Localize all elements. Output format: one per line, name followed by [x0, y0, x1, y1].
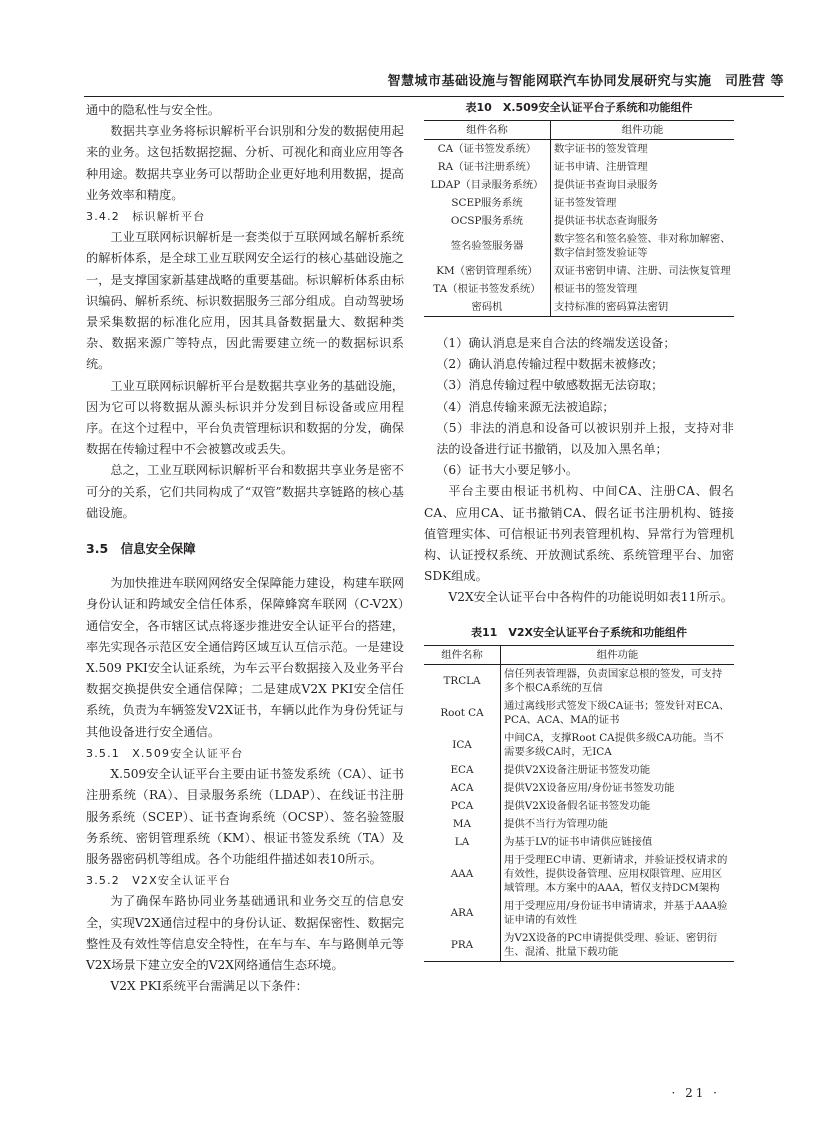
cell-name: OCSP服务系统	[424, 212, 551, 230]
cell-name: PRA	[424, 929, 501, 962]
table-row	[424, 194, 734, 212]
left-column	[86, 100, 404, 997]
cell-func: 为基于LV的证书申请供应链接值	[504, 835, 653, 848]
table-row	[424, 664, 734, 697]
list-item: （6）证书大小要足够小。	[436, 463, 579, 478]
cell-func: 信任列表管理器，负责国家总根的签发，可支持多个根CA系统的互信	[504, 667, 723, 694]
cell-func: 提供V2X设备假名证书签发功能	[504, 799, 651, 812]
section-heading: 3.5 信息安全保障	[86, 541, 196, 557]
cell-func: 用于受理EC申请、更新请求，并验证授权请求的有效性，提供设备管理、应用权限管理、应用区域管理。本方案中的AAA，暂仅支持DCM架构	[504, 853, 728, 894]
table-11	[424, 645, 734, 962]
cell-name: PCA	[424, 797, 501, 815]
paragraph: 总之，工业互联网标识解析平台和数据共享业务是密不可分的关系，它们共同构成了“双管”数据共享链路的核心基础设施。	[86, 463, 404, 520]
cell-name: 签名验签服务器	[424, 230, 551, 262]
cell-name: SCEP服务系统	[424, 194, 551, 212]
header-rule	[84, 96, 784, 97]
cell-name: ECA	[424, 761, 501, 779]
cell-func: 证书申请、注册管理	[554, 161, 648, 173]
cell-func: 中间CA，支撑Root CA提供多级CA功能。当不需要多级CA时，无ICA	[504, 731, 724, 758]
cell-func: 数字签名和签名验签、非对称加解密、数字信封签发验证等	[554, 233, 731, 259]
table-row	[424, 815, 734, 833]
cell-func: 提供证书查询目录服务	[554, 179, 658, 191]
condition-list	[424, 333, 734, 481]
cell-name: AAA	[424, 851, 501, 897]
cell-func: 支持标准的密码算法密钥	[551, 298, 735, 317]
column-header: 组件功能	[551, 121, 735, 140]
cell-func: 用于受理应用/身份证书申请请求，并基于AAA验证申请的有效性	[504, 899, 728, 926]
list-item: （3）消息传输过程中敏感数据无法窃取；	[436, 378, 664, 393]
table-row	[424, 262, 734, 280]
cell-name: LA	[424, 833, 501, 851]
paragraph: 数据共享业务将标识解析平台识别和分发的数据使用起来的业务。这包括数据挖掘、分析、可视化和商业应用等各种用途。数据共享业务可以帮助企业更好地利用数据，提高业务效率和精度。	[86, 124, 404, 202]
table-row	[424, 140, 734, 159]
cell-func: 提供V2X设备应用/身份证书签发功能	[504, 781, 675, 794]
cell-name: CA（证书签发系统）	[424, 140, 551, 159]
cell-name: RA（证书注册系统）	[424, 158, 551, 176]
cell-name: MA	[424, 815, 501, 833]
subsection-heading: 3.4.2 标识解析平台	[86, 210, 206, 224]
cell-name: LDAP（目录服务系统）	[424, 176, 551, 194]
column-header: 组件功能	[501, 645, 735, 664]
paragraph: V2X安全认证平台中各构件的功能说明如表11所示。	[448, 590, 733, 605]
paragraph: X.509安全认证平台主要由证书签发系统（CA）、证书注册系统（RA）、目录服务系统（LDAP）、在线证书注册服务系统（SCEP）、证书查询系统（OCSP）、签名验签服务系统、密钥管理系统（KM）、根证书签发系统（TA）及服务器密码机等组成。各个功能组件描述如表10所示。	[86, 767, 404, 866]
cell-name: ARA	[424, 897, 501, 929]
cell-func: 提供V2X设备注册证书签发功能	[504, 763, 651, 776]
list-item: （2）确认消息传输过程中数据未被修改；	[436, 357, 664, 372]
cell-func: 提供不当行为管理功能	[504, 817, 608, 830]
table-row	[424, 697, 734, 729]
cell-func: 数字证书的签发管理	[554, 143, 648, 155]
list-item: （1）确认消息是来自合法的终端发送设备；	[436, 336, 676, 350]
table-row	[424, 176, 734, 194]
table-row	[424, 833, 734, 851]
cell-name: TA（根证书签发系统）	[424, 280, 551, 298]
paragraph: 为了确保车路协同业务基础通讯和业务交互的信息安全，实现V2X通信过程中的身份认证、数据保密性、数据完整性及有效性等信息安全特性，在车与车、车与路侧单元等V2X场景下建立安全的V2X网络通信生态环境。	[86, 894, 404, 972]
cell-name: 密码机	[424, 298, 551, 317]
table-row	[424, 779, 734, 797]
table-row	[424, 797, 734, 815]
table-row	[424, 298, 734, 317]
table-row	[424, 212, 734, 230]
table-row	[424, 729, 734, 761]
cell-name: ACA	[424, 779, 501, 797]
cell-func: 证书签发管理	[554, 197, 617, 209]
paragraph: 工业互联网标识解析平台是数据共享业务的基础设施，因为它可以将数据从源头标识并分发到目标设备或应用程序。在这个过程中，平台负责管理标识和数据的分发，确保数据在传输过程中不会被篡改或丢失。	[86, 378, 404, 457]
table-row	[424, 158, 734, 176]
table-row	[424, 230, 734, 262]
list-item: （4）消息传输来源无法被追踪；	[436, 399, 615, 414]
list-item: （5）非法的消息和设备可以被识别并上报，支持对非法的设备进行证书撤销，以及加入黑名单；	[436, 420, 734, 457]
cell-func: 通过离线形式签发下级CA证书；签发针对ECA、PCA、ACA、MA的证书	[504, 699, 730, 726]
cell-name: Root CA	[424, 697, 501, 729]
table-title: 表11 V2X安全认证平台子系统和功能组件	[471, 625, 687, 639]
table-row	[424, 851, 734, 897]
paragraph: 工业互联网标识解析是一套类似于互联网域名解析系统的解析体系，是全球工业互联网安全运行的核心基础设施之一，是支撑国家新基建战略的重要基础。标识解析体系由标识编码、解析系统、标识数据服务三部分组成。自动驾驶场景采集数据的标准化应用，因其具备数据量大、数据种类杂、数据来源广等特点，因此需要建立统一的数据标识系统。	[86, 230, 404, 372]
subsection-heading: 3.5.2 V2X安全认证平台	[86, 874, 232, 888]
running-header: 智慧城市基础设施与智能网联汽车协同发展研究与实施 司胜营 等	[387, 74, 784, 89]
paragraph: 通中的隐私性与安全性。	[86, 103, 221, 117]
cell-func: 提供证书状态查询服务	[554, 215, 658, 227]
subsection-heading: 3.5.1 X.509安全认证平台	[86, 746, 244, 760]
table-row	[424, 761, 734, 779]
table-row	[424, 897, 734, 929]
page-number: · 21 ·	[671, 1086, 720, 1100]
paragraph: 平台主要由根证书机构、中间CA、注册CA、假名CA、应用CA、证书撤销CA、假名证书注册机构、链接值管理实体、可信根证书列表管理机构、异常行为管理机构、认证授权系统、开放测试系统、系统管理平台、加密SDK组成。	[424, 484, 734, 584]
paragraph: V2X PKI系统平台需满足以下条件：	[110, 979, 308, 994]
table-row	[424, 280, 734, 298]
column-header: 组件名称	[424, 121, 551, 140]
paragraph: 为加快推进车联网网络安全保障能力建设，构建车联网身份认证和跨域安全信任体系，保障蜂窝车联网（C-V2X）通信安全，各市辖区试点将逐步推进安全认证平台的搭建，率先实现各示范区安全通信跨区域互认互信示范。一是建设X.509 PKI安全认证系统，为车云平台数据接入及业务平台数据交换提供安全通信保障；二是建成V2X PKI安全信任系统，负责为车辆签发V2X证书，车辆以此作为身份凭证与其他设备进行安全通信。	[86, 576, 404, 739]
table-row	[424, 929, 734, 962]
cell-func: 双证书密钥申请、注册、司法恢复管理	[554, 265, 731, 277]
right-column	[424, 100, 734, 962]
cell-name: TRCLA	[424, 664, 501, 697]
cell-name: KM（密钥管理系统）	[424, 262, 551, 280]
column-header: 组件名称	[424, 645, 501, 664]
table-10	[424, 120, 734, 317]
table-title: 表10 X.509安全认证平台子系统和功能组件	[465, 101, 693, 114]
cell-name: ICA	[424, 729, 501, 761]
cell-func: 为V2X设备的PC申请提供受理、验证、密钥衍生、混淆、批量下载功能	[501, 929, 735, 962]
cell-func: 根证书的签发管理	[554, 283, 638, 295]
